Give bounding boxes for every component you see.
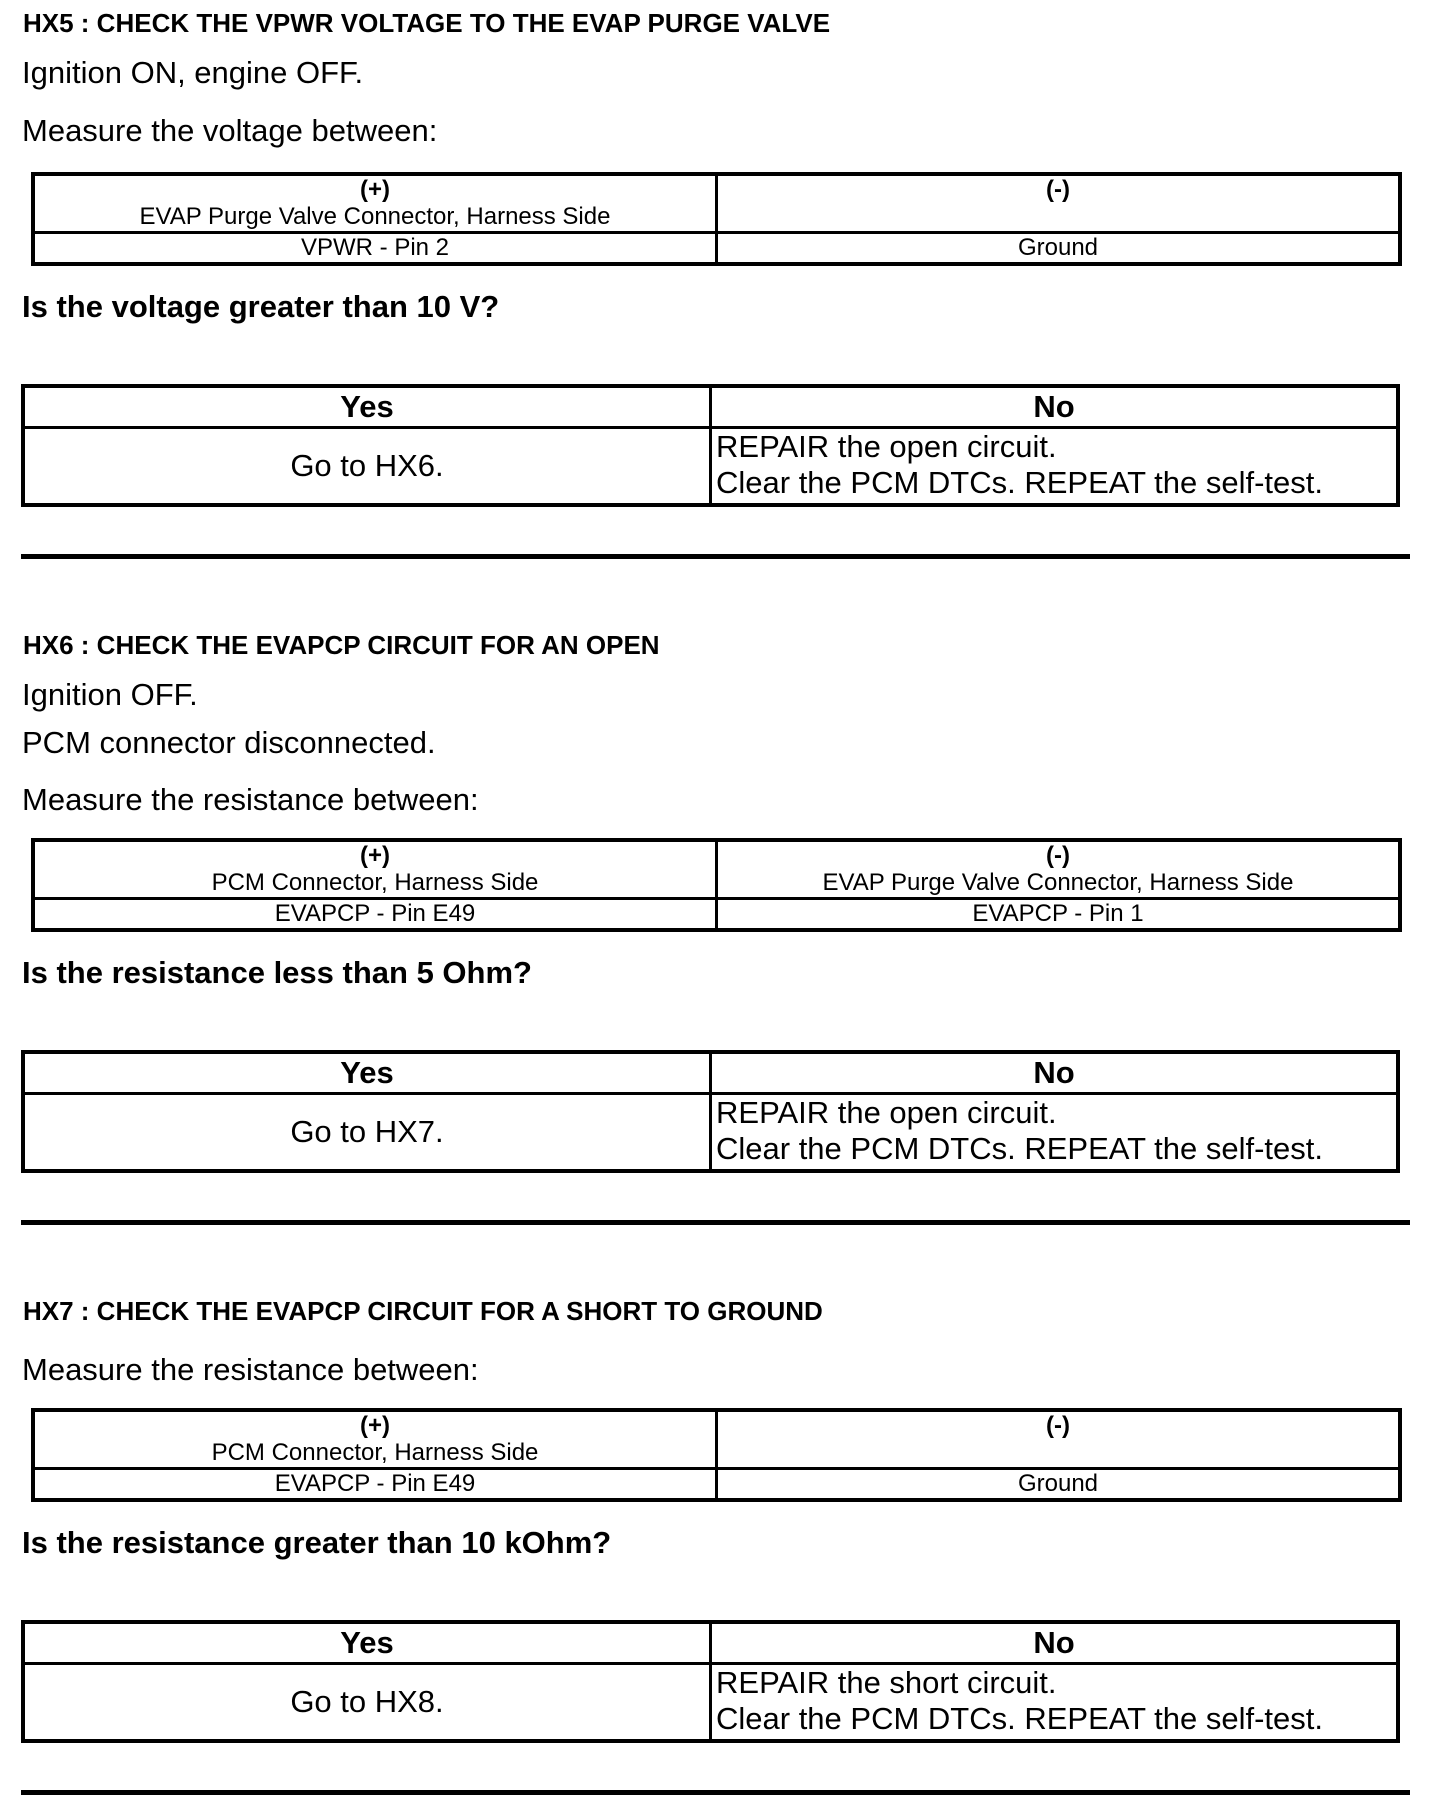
plus-value: EVAPCP - Pin E49 [33, 899, 717, 931]
plus-value: VPWR - Pin 2 [33, 233, 717, 265]
plus-label: PCM Connector, Harness Side [211, 1439, 539, 1466]
no-action-line: Clear the PCM DTCs. REPEAT the self-test. [716, 1131, 1323, 1166]
no-header: No [711, 1052, 1399, 1094]
plus-sign: (+) [360, 1412, 390, 1439]
minus-header-cell [717, 174, 1401, 233]
plus-header-cell [33, 840, 717, 899]
minus-label: EVAP Purge Valve Connector, Harness Side [822, 869, 1294, 896]
measurement-table [31, 838, 1402, 932]
no-action-line: Clear the PCM DTCs. REPEAT the self-test. [716, 1701, 1323, 1736]
result-table [21, 384, 1400, 507]
step-title: HX7 : CHECK THE EVAPCP CIRCUIT FOR A SHORT TO GROUND [23, 1296, 823, 1326]
no-header: No [711, 1622, 1399, 1664]
plus-sign: (+) [360, 176, 390, 203]
minus-value: Ground [717, 233, 1401, 265]
measure-label: Measure the voltage between: [22, 113, 438, 148]
yes-action: Go to HX8. [23, 1664, 711, 1742]
condition-text: PCM connector disconnected. [22, 725, 436, 760]
minus-sign: (-) [1046, 842, 1070, 869]
no-action-line: REPAIR the open circuit. [716, 429, 1057, 464]
measurement-table [31, 1408, 1402, 1502]
result-table [21, 1050, 1400, 1173]
minus-value: EVAPCP - Pin 1 [717, 899, 1401, 931]
question-text: Is the resistance greater than 10 kOhm? [22, 1525, 612, 1560]
plus-value: EVAPCP - Pin E49 [33, 1469, 717, 1501]
question-text: Is the resistance less than 5 Ohm? [22, 955, 532, 990]
plus-label: PCM Connector, Harness Side [211, 869, 539, 896]
step-title: HX5 : CHECK THE VPWR VOLTAGE TO THE EVAP PURGE VALVE [23, 8, 831, 38]
no-action-cell [711, 1664, 1399, 1742]
minus-sign: (-) [1046, 176, 1070, 203]
yes-header: Yes [23, 1622, 711, 1664]
no-action-line: REPAIR the short circuit. [716, 1665, 1057, 1700]
measure-label: Measure the resistance between: [22, 782, 479, 817]
condition-text: Ignition ON, engine OFF. [22, 55, 364, 90]
measurement-table [31, 172, 1402, 266]
plus-sign: (+) [360, 842, 390, 869]
yes-header: Yes [23, 386, 711, 428]
minus-sign: (-) [1046, 1412, 1070, 1439]
no-action-line: REPAIR the open circuit. [716, 1095, 1057, 1130]
section-divider [21, 554, 1410, 559]
plus-header-cell [33, 1410, 717, 1469]
plus-header-cell [33, 174, 717, 233]
step-title: HX6 : CHECK THE EVAPCP CIRCUIT FOR AN OPEN [23, 630, 660, 660]
condition-text: Ignition OFF. [22, 677, 198, 712]
section-divider [21, 1220, 1410, 1225]
question-text: Is the voltage greater than 10 V? [22, 289, 500, 324]
result-table [21, 1620, 1400, 1743]
plus-label: EVAP Purge Valve Connector, Harness Side [139, 203, 611, 230]
yes-header: Yes [23, 1052, 711, 1094]
measure-label: Measure the resistance between: [22, 1352, 479, 1387]
no-action-cell [711, 1094, 1399, 1172]
minus-header-cell [717, 1410, 1401, 1469]
no-header: No [711, 386, 1399, 428]
yes-action: Go to HX6. [23, 428, 711, 506]
minus-header-cell [717, 840, 1401, 899]
yes-action: Go to HX7. [23, 1094, 711, 1172]
no-action-line: Clear the PCM DTCs. REPEAT the self-test. [716, 465, 1323, 500]
minus-value: Ground [717, 1469, 1401, 1501]
section-divider [21, 1790, 1410, 1795]
no-action-cell [711, 428, 1399, 506]
